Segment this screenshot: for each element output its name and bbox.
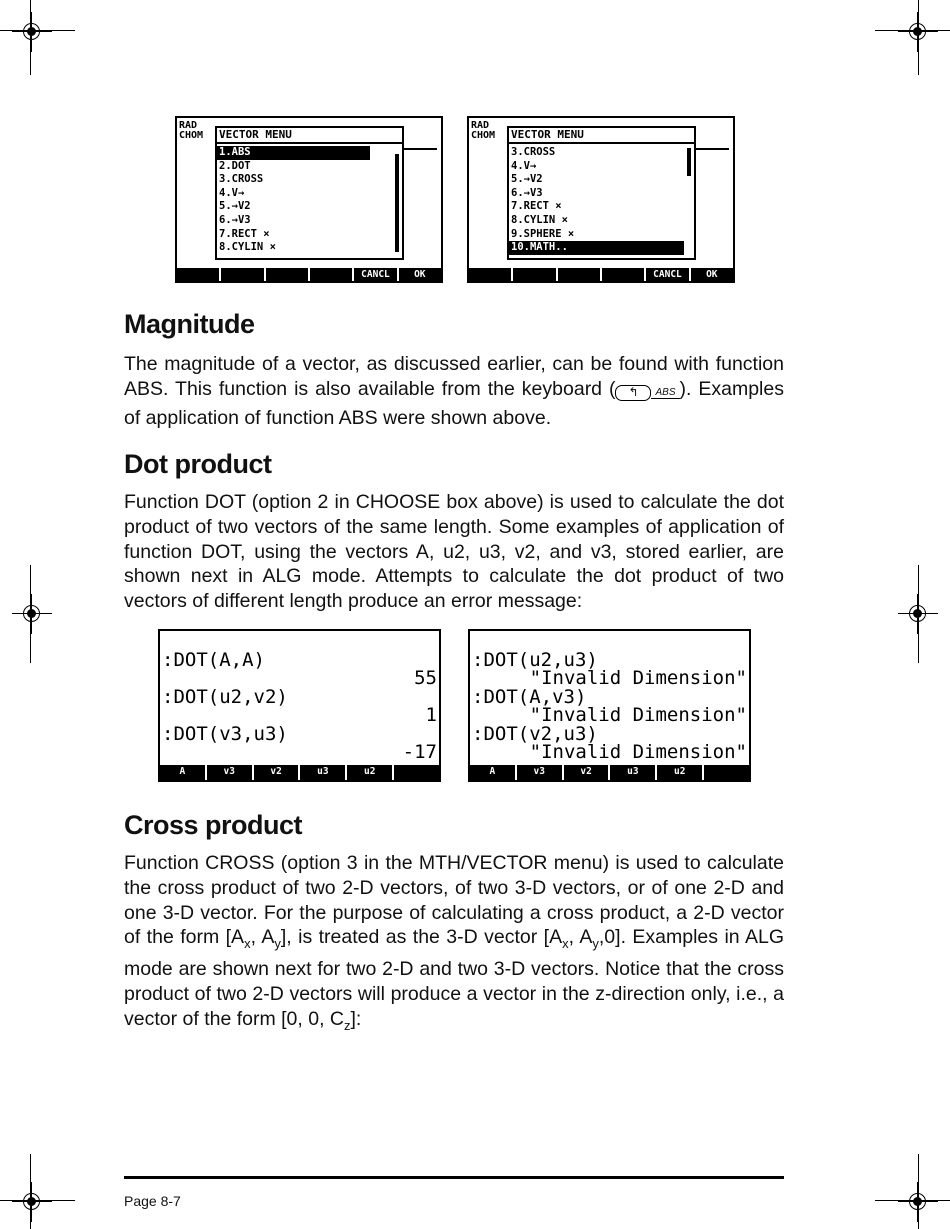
menu-item-to-v2[interactable]: 5.→V2	[511, 173, 543, 186]
abs-key-label: ABS	[651, 387, 679, 399]
menu-item-cylin[interactable]: 8.CYLIN ×	[511, 213, 568, 226]
softkey-u2[interactable]: u2	[657, 765, 704, 780]
softkey-2[interactable]	[513, 268, 557, 281]
menu-item-v-arrow[interactable]: 4.V→	[219, 186, 245, 199]
menu-title: VECTOR MENU	[217, 128, 402, 144]
softkey-ok[interactable]: OK	[414, 269, 426, 280]
subscript: y	[592, 936, 599, 952]
cross-text: , A	[250, 926, 275, 949]
subscript: z	[344, 1017, 351, 1033]
menu-item-to-v3[interactable]: 6.→V3	[219, 213, 251, 226]
crop-mark-top-left	[12, 12, 52, 52]
softkey-2[interactable]	[221, 268, 265, 281]
trim-line	[875, 30, 950, 31]
softkey-cancel[interactable]: CANCL	[646, 268, 690, 281]
stack-entry: :DOT(A,A)	[162, 649, 265, 671]
cross-text: Function CROSS (option 3 in the MTH/VECTOR menu) is used to calculate the cross product of two 2-D vectors, of two 3-D vectors, or of one 2-D and one 3-D vector. For the purpose of calculating a cross product, a 2-D vector of the form [A	[124, 852, 784, 949]
softkey-v3[interactable]: v3	[517, 765, 564, 780]
page-number: Page 8-7	[124, 1193, 181, 1209]
menu-item-cylin[interactable]: 8.CYLIN ×	[219, 241, 276, 254]
magnitude-paragraph	[124, 352, 784, 430]
subscript: y	[274, 936, 281, 952]
choose-box	[215, 126, 404, 260]
status-area	[471, 121, 495, 141]
menu-item-sphere[interactable]: 9.SPHERE ×	[511, 227, 575, 240]
menu-item-to-v2[interactable]: 5.→V2	[219, 200, 251, 213]
stack-result: -17	[402, 741, 437, 763]
calculator-screen-dot-errors	[468, 629, 751, 782]
softkey-1[interactable]	[469, 268, 513, 281]
trim-line	[875, 1200, 950, 1201]
trim-line	[0, 30, 75, 31]
calculator-screen-vector-menu-1	[175, 116, 443, 283]
menu-item-v-arrow[interactable]: 4.V→	[511, 159, 537, 172]
trim-line	[30, 0, 31, 75]
scrollbar[interactable]	[687, 148, 691, 176]
softkey-u2[interactable]: u2	[347, 765, 394, 780]
calculator-screen-dot-results	[158, 629, 441, 782]
subscript: x	[244, 936, 251, 952]
softkey-cancel[interactable]: CANCL	[354, 268, 398, 281]
section-heading-cross-product: Cross product	[124, 810, 303, 840]
cross-text-end: ]:	[350, 1007, 362, 1030]
error-message: "Invalid Dimension"	[529, 704, 747, 726]
softkey-3[interactable]	[266, 268, 310, 281]
menu-item-abs[interactable]: 1.ABS	[217, 146, 370, 160]
softkey-6[interactable]	[394, 765, 439, 780]
dot-product-paragraph: Function DOT (option 2 in CHOOSE box above) is used to calculate the dot product of two vectors of the same length. Some examples of application of function DOT, using the vectors A, u2, u3, v2, and v3, stored earlier, are shown next in ALG mode. Attempts to calculate the dot product of two vectors of different length produce an error message:	[124, 491, 784, 613]
trim-line	[30, 565, 31, 663]
magnitude-text-end: ). Examples of application of function ABS were shown above.	[124, 377, 784, 429]
scrollbar[interactable]	[395, 154, 399, 252]
softkey-6[interactable]	[704, 765, 749, 780]
trim-line	[30, 1154, 31, 1229]
softkey-4[interactable]	[310, 268, 354, 281]
menu-item-cross[interactable]: 3.CROSS	[511, 146, 556, 158]
error-message: "Invalid Dimension"	[529, 667, 747, 689]
stack-divider	[401, 148, 437, 150]
softkey-v3[interactable]: v3	[207, 765, 254, 780]
trim-line	[0, 1200, 75, 1201]
cross-text: ], is treated as the 3-D vector [A	[280, 926, 563, 949]
softkey-v2[interactable]: v2	[254, 765, 301, 780]
softkey-u3[interactable]: u3	[610, 765, 657, 780]
menu-item-rect[interactable]: 7.RECT ×	[511, 200, 562, 213]
softkey-3[interactable]	[558, 268, 602, 281]
section-heading-dot-product: Dot product	[124, 449, 272, 479]
magnitude-text: The magnitude of a vector, as discussed earlier, can be found with function ABS. This function is also available from the keyboard (	[124, 353, 784, 400]
left-shift-key-icon: ↰	[615, 385, 651, 401]
coord-mode: CHOM	[179, 130, 204, 141]
stack-result: 55	[414, 667, 437, 689]
stack-entry: :DOT(v3,u3)	[162, 723, 288, 745]
stack-entry: :DOT(v2,u3)	[472, 723, 598, 745]
softkey-a[interactable]: A	[160, 765, 207, 780]
cross-text: , A	[568, 926, 593, 949]
subscript: x	[562, 936, 569, 952]
softkey-bar	[160, 765, 439, 780]
choose-box	[507, 126, 696, 260]
softkey-bar	[469, 268, 733, 281]
calculator-screen-vector-menu-2	[467, 116, 735, 283]
stack-divider	[693, 148, 729, 150]
softkey-ok[interactable]: OK	[706, 269, 718, 280]
crop-mark-bottom-left	[12, 1182, 52, 1222]
footer-rule	[124, 1176, 784, 1179]
menu-title: VECTOR MENU	[509, 128, 694, 144]
softkey-u3[interactable]: u3	[300, 765, 347, 780]
error-message: "Invalid Dimension"	[529, 741, 747, 763]
angle-mode: RAD	[471, 120, 490, 131]
stack-result: 1	[425, 704, 437, 726]
stack-entry: :DOT(A,v3)	[472, 686, 587, 708]
menu-item-dot[interactable]: 2.DOT	[219, 159, 251, 172]
menu-item-math[interactable]: 10.MATH..	[509, 241, 684, 255]
trim-line	[918, 0, 919, 75]
softkey-bar	[470, 765, 749, 780]
trim-line	[918, 1154, 919, 1229]
softkey-4[interactable]	[602, 268, 646, 281]
menu-item-to-v3[interactable]: 6.→V3	[511, 186, 543, 199]
cross-text: ,0]. Examples in ALG mode are shown next for two 2-D and two 3-D vectors. Notice that the cross product of two 2-D vectors will produce a vector in the z-direction only, i.e., a vector of the form [0, 0, C	[124, 926, 784, 1030]
cross-product-paragraph	[124, 851, 784, 1038]
menu-list	[217, 144, 402, 255]
softkey-bar	[177, 268, 441, 281]
menu-list	[509, 144, 694, 255]
menu-item-cross[interactable]: 3.CROSS	[219, 173, 264, 186]
stack-entry: :DOT(u2,u3)	[472, 649, 598, 671]
status-area	[179, 121, 203, 141]
menu-item-rect[interactable]: 7.RECT ×	[219, 227, 270, 240]
softkey-a[interactable]: A	[470, 765, 517, 780]
softkey-v2[interactable]: v2	[564, 765, 611, 780]
softkey-1[interactable]	[177, 268, 221, 281]
coord-mode: CHOM	[471, 130, 496, 141]
stack-entry: :DOT(u2,v2)	[162, 686, 288, 708]
angle-mode: RAD	[179, 120, 198, 131]
section-heading-magnitude: Magnitude	[124, 309, 255, 339]
crop-mark-mid-left	[12, 594, 52, 634]
trim-line	[918, 565, 919, 663]
